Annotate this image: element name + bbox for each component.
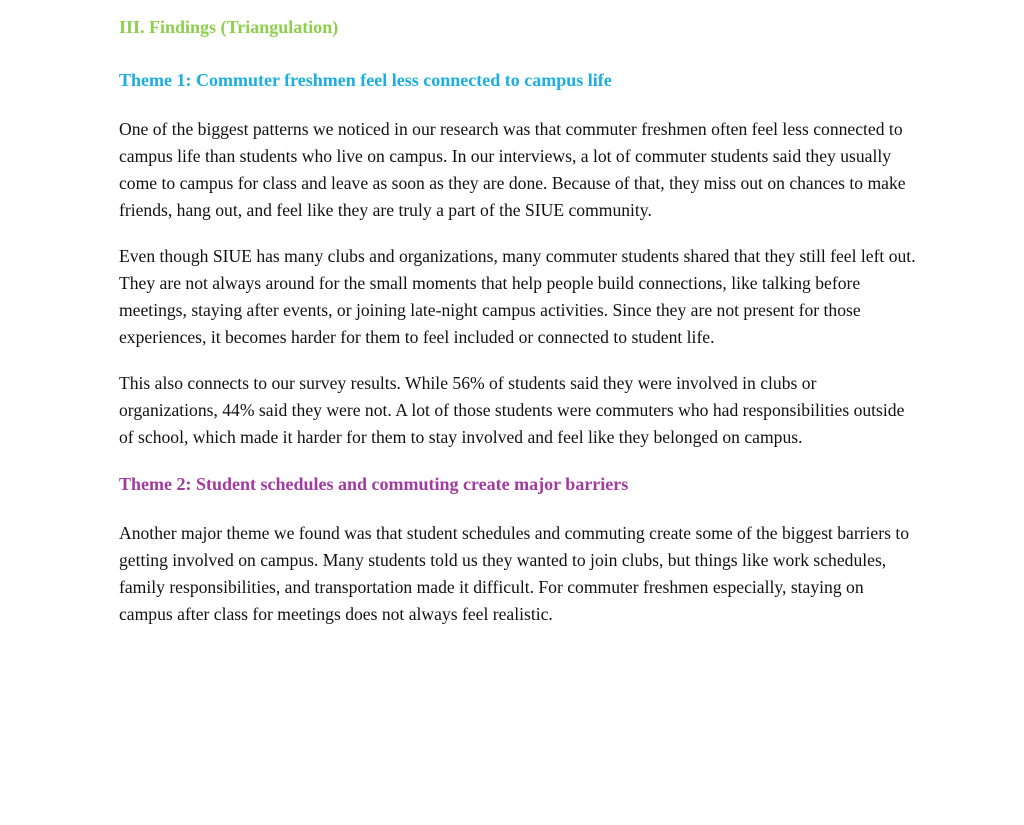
theme-2-heading: Theme 2: Student schedules and commuting create major barriers xyxy=(119,474,629,494)
theme-2-paragraph-1: Another major theme we found was that student schedules and commuting create some of the biggest barriers to getting involved on campus. Many students told us they wanted to join clubs, but things like work schedules, family responsibilities, and transportation made it difficult. For commuter freshmen especially, staying on campus after class for meetings does not always feel realistic. xyxy=(119,523,910,624)
theme-1-paragraph-2: Even though SIUE has many clubs and organizations, many commuter students shared that they still feel left out. They are not always around for the small moments that help people build connections, like talking before meetings, staying after events, or joining late-night campus activities. Since they are not present for those experiences, it becomes harder for them to feel included or connected to student life. xyxy=(119,246,916,347)
theme-1-paragraph-3: This also connects to our survey results. While 56% of students said they were involved in clubs or organizations, 44% said they were not. A lot of those students were commuters who had responsibilities outside of school, which made it harder for them to stay involved and feel like they belonged on campus. xyxy=(119,373,905,447)
theme-1-heading: Theme 1: Commuter freshmen feel less connected to campus life xyxy=(119,70,612,90)
section-title: III. Findings (Triangulation) xyxy=(119,17,339,37)
document-page xyxy=(119,14,919,628)
theme-1-paragraph-1: One of the biggest patterns we noticed in our research was that commuter freshmen often feel less connected to campus life than students who live on campus. In our interviews, a lot of commuter students said they usually come to campus for class and leave as soon as they are done. Because of that, they miss out on chances to make friends, hang out, and feel like they are truly a part of the SIUE community. xyxy=(119,119,906,220)
